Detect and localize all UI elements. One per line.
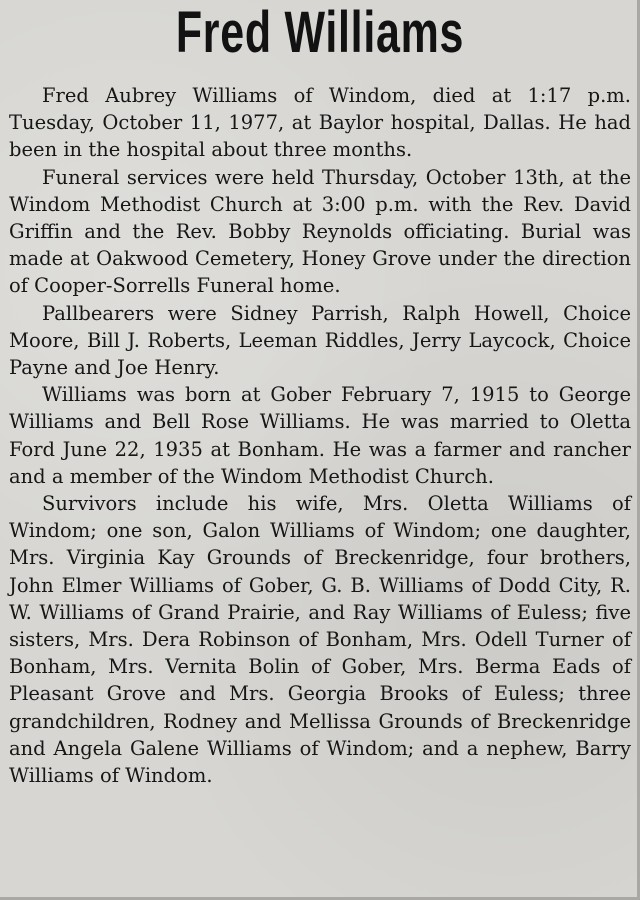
article-body bbox=[9, 82, 631, 789]
paragraph-pallbearers: Pallbearers were Sidney Parrish, Ralph Howell, Choice Moore, Bill J. Roberts, Leeman Riddles, Jerry Laycock, Choice Payne and Joe Henry. bbox=[9, 301, 631, 380]
headline: Fred Williams bbox=[175, 0, 465, 65]
paragraph-biography: Williams was born at Gober February 7, 1915 to George Williams and Bell Rose Williams. He was married to Oletta Ford June 22, 1935 at Bonham. He was a farmer and rancher and a member of the Windom Methodist Church. bbox=[9, 383, 631, 488]
paragraph-funeral-services: Funeral services were held Thursday, October 13th, at the Windom Methodist Church at 3:00 p.m. with the Rev. David Griffin and the Rev. Bobby Reynolds officiating. Burial was made at Oakwood Cemetery, Honey Grove under the direction of Cooper-Sorrells Funeral home. bbox=[9, 165, 631, 298]
paragraph-death-notice: Fred Aubrey Williams of Windom, died at 1:17 p.m. Tuesday, October 11, 1977, at Baylor hospital, Dallas. He had been in the hospital about three months. bbox=[9, 84, 631, 162]
paragraph-survivors: Survivors include his wife, Mrs. Oletta Williams of Windom; one son, Galon Williams of Windom; one daughter, Mrs. Virginia Kay Grounds of Breckenridge, four brothers, John Elmer Williams of Gober, G. B. Williams of Dodd City, R. W. Williams of Grand Prairie, and Ray Williams of Euless; five sisters, Mrs. Dera Robinson of Bonham, Mrs. Odell Turner of Bonham, Mrs. Vernita Bolin of Gober, Mrs. Berma Eads of Pleasant Grove and Mrs. Georgia Brooks of Euless; three grandchildren, Rodney and Mellissa Grounds of Breckenridge and Angela Galene Williams of Windom; and a nephew, Barry Williams of Windom. bbox=[9, 492, 631, 788]
